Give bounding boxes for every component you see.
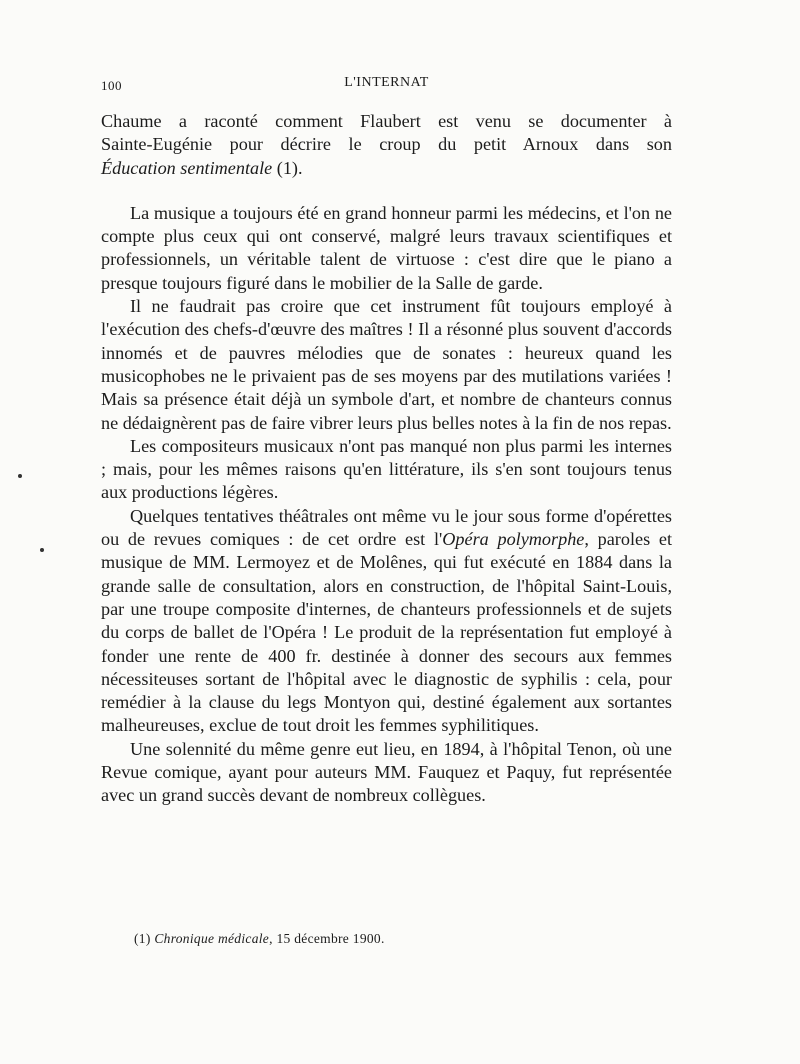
paragraph-tenon: Une solennité du même genre eut lieu, en 1894, à l'hôpital Tenon, où une Revue comique, ayant pour auteurs MM. Fauquez et Paquy, fut représentée avec un grand succès devant de nombreux collègues. <box>101 738 672 806</box>
paragraph-music: La musique a toujours été en grand honneur parmi les médecins, et l'on ne compte plus ceux qui ont conservé, malgré leurs travaux scientifiques et professionnels, un véritable talent de virtuose : c'est dire que le piano a presque toujours figuré dans le mobilier de la Salle de garde. <box>101 202 672 293</box>
footnote-date: , 15 décembre 1900. <box>269 931 385 946</box>
footnote-source: Chronique médicale <box>154 931 270 946</box>
paragraph-1-line-1: Chaume a raconté comment Flaubert est venu se documenter à <box>101 111 672 131</box>
book-title: Éducation sentimentale <box>101 157 273 178</box>
footnote-marker: (1) <box>134 931 151 946</box>
page-header <box>101 75 672 95</box>
paragraph-piano: Il ne faudrait pas croire que cet instrument fût toujours employé à l'exécution des chefs-d'œuvre des maîtres ! Il a résonné plus souvent d'accords innomés et de pauvres mélodies que de sonates : heureux quand les musicophobes ne le privaient pas de ses moyens par des mutilations variées ! Mais sa présence était déjà un symbole d'art, et nombre de chanteurs connus ne dédaignèrent pas de faire vibrer leurs plus belles notes à la fin de nos repas. <box>101 296 672 433</box>
paragraph-operettas: Quelques tentatives théâtrales ont même vu le jour sous forme d'opérettes ou de revues comiques : de cet ordre est l'Opéra polymorphe, paroles et musique de MM. Lermoyez et de Molênes, qui fut exécuté en 1884 dans la grande salle de consultation, alors en construction, de l'hôpital Saint-Louis, par une troupe composite d'internes, de chanteurs professionnels et de sujets du corps de ballet de l'Opéra ! Le produit de la représentation fut employé à fonder une rente de 400 fr. destinée à donner des secours aux femmes nécessiteuses sortant de l'hôpital avec le diagnostic de syphilis : cela, pour remédier à la clause du legs Montyon qui, destiné également aux sortantes malheureuses, exclue de tout droit les femmes syphilitiques. <box>101 505 672 736</box>
running-title: L'INTERNAT <box>344 75 429 90</box>
paragraph-1-line-3: Éducation sentimentale (1). <box>101 157 303 178</box>
page-number: 100 <box>101 78 122 93</box>
paragraph-1-line-2: Sainte-Eugénie pour décrire le croup du petit Arnoux dans son <box>101 134 672 155</box>
opera-title: Opéra polymorphe <box>442 529 585 550</box>
body-text <box>101 110 672 808</box>
paragraph-composers: Les compositeurs musicaux n'ont pas manqué non plus parmi les internes ; mais, pour les mêmes raisons qu'en littérature, ils s'en sont toujours tenus aux productions légères. <box>101 435 672 503</box>
margin-mark <box>40 548 44 552</box>
margin-mark <box>18 474 22 478</box>
footnote <box>134 931 385 947</box>
